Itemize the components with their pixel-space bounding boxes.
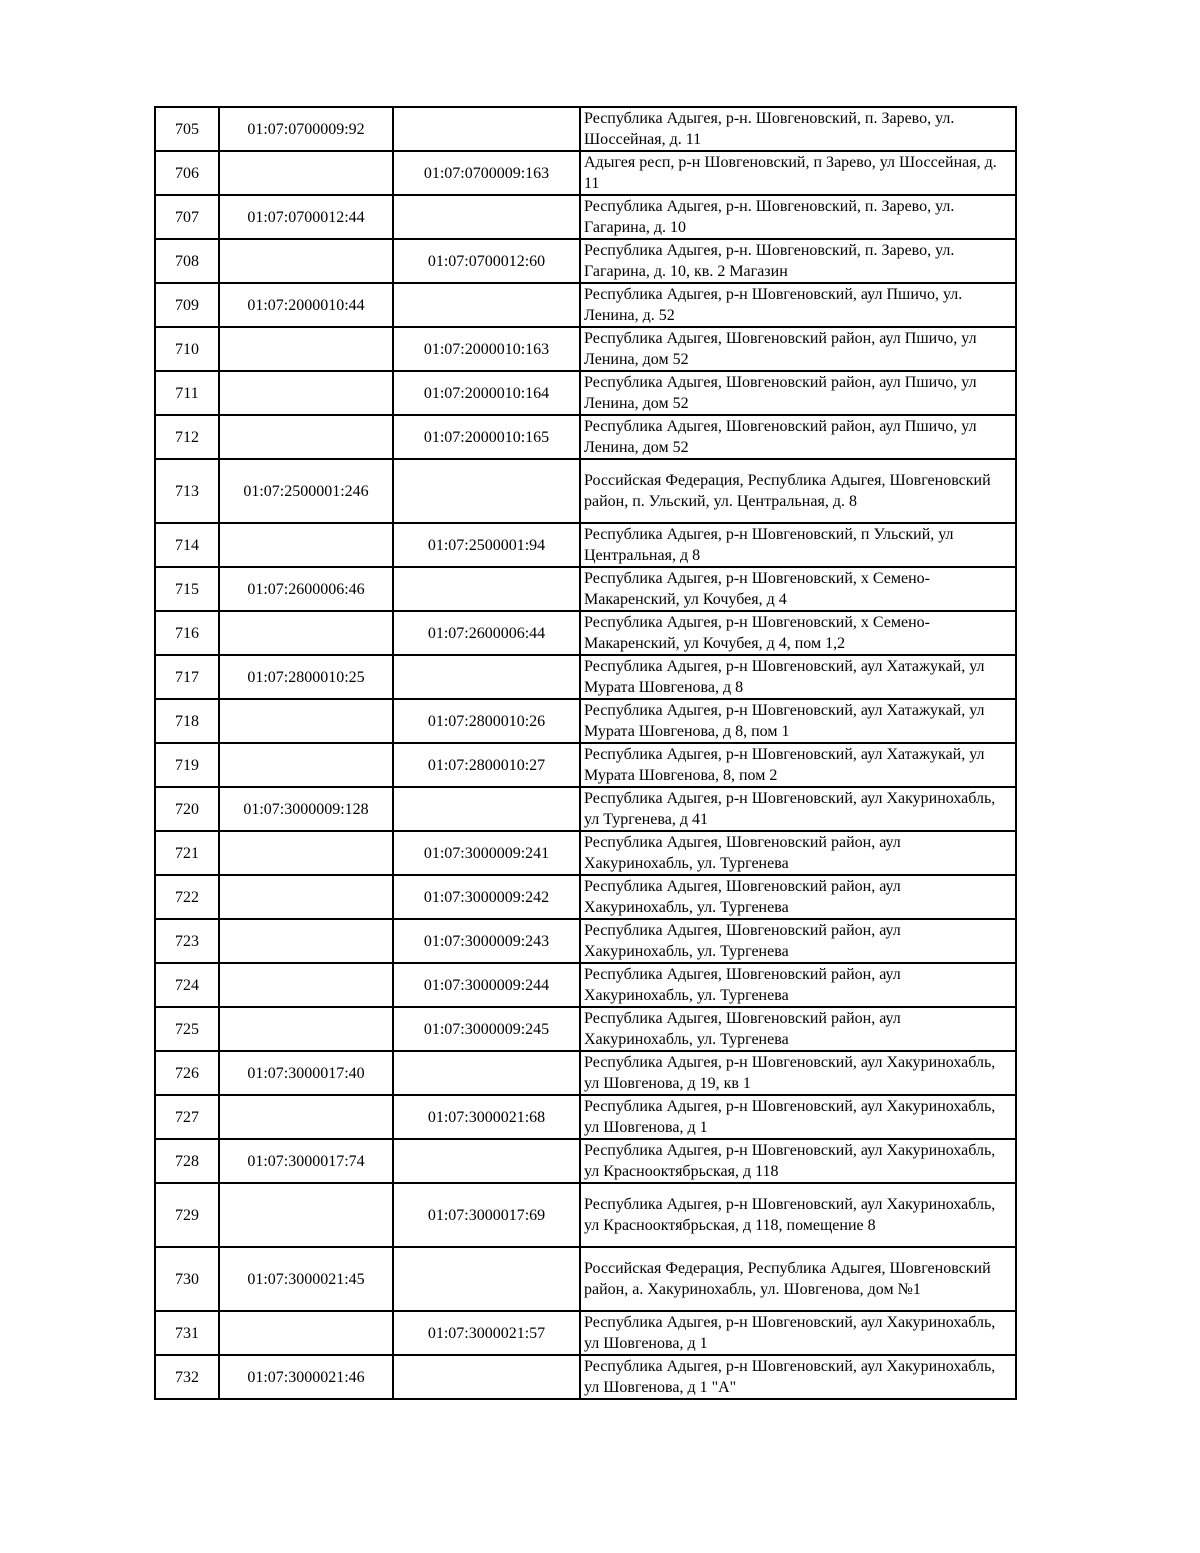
table-row bbox=[155, 655, 1016, 699]
object-cadastral-number-cell bbox=[393, 567, 580, 611]
object-cadastral-number-cell bbox=[393, 787, 580, 831]
address-cell: Республика Адыгея, р-н Шовгеновский, аул Хакуринохабль, ул Шовгенова, д 1 "А" bbox=[580, 1355, 1016, 1399]
table-row bbox=[155, 699, 1016, 743]
table-row bbox=[155, 107, 1016, 151]
land-cadastral-number-cell: 01:07:2600006:46 bbox=[219, 567, 393, 611]
row-number-cell: 705 bbox=[155, 107, 219, 151]
row-number-cell: 709 bbox=[155, 283, 219, 327]
table-row bbox=[155, 875, 1016, 919]
address-cell: Республика Адыгея, Шовгеновский район, аул Хакуринохабль, ул. Тургенева bbox=[580, 875, 1016, 919]
address-cell: Республика Адыгея, р-н Шовгеновский, аул Хакуринохабль, ул Шовгенова, д 1 bbox=[580, 1311, 1016, 1355]
address-cell: Российская Федерация, Республика Адыгея, Шовгеновский район, а. Хакуринохабль, ул. Шовгенова, дом №1 bbox=[580, 1247, 1016, 1311]
land-cadastral-number-cell bbox=[219, 415, 393, 459]
object-cadastral-number-cell: 01:07:2000010:165 bbox=[393, 415, 580, 459]
row-number-cell: 715 bbox=[155, 567, 219, 611]
table-row bbox=[155, 239, 1016, 283]
land-cadastral-number-cell: 01:07:3000009:128 bbox=[219, 787, 393, 831]
address-cell: Адыгея респ, р-н Шовгеновский, п Зарево, ул Шоссейная, д. 11 bbox=[580, 151, 1016, 195]
land-cadastral-number-cell bbox=[219, 699, 393, 743]
row-number-cell: 732 bbox=[155, 1355, 219, 1399]
object-cadastral-number-cell: 01:07:3000009:242 bbox=[393, 875, 580, 919]
land-cadastral-number-cell bbox=[219, 831, 393, 875]
land-cadastral-number-cell bbox=[219, 239, 393, 283]
table-row bbox=[155, 743, 1016, 787]
land-cadastral-number-cell bbox=[219, 1095, 393, 1139]
object-cadastral-number-cell: 01:07:2800010:27 bbox=[393, 743, 580, 787]
row-number-cell: 731 bbox=[155, 1311, 219, 1355]
object-cadastral-number-cell: 01:07:3000021:68 bbox=[393, 1095, 580, 1139]
row-number-cell: 706 bbox=[155, 151, 219, 195]
row-number-cell: 729 bbox=[155, 1183, 219, 1247]
object-cadastral-number-cell bbox=[393, 459, 580, 523]
object-cadastral-number-cell: 01:07:3000009:241 bbox=[393, 831, 580, 875]
table-row bbox=[155, 151, 1016, 195]
land-cadastral-number-cell bbox=[219, 919, 393, 963]
row-number-cell: 722 bbox=[155, 875, 219, 919]
table-row bbox=[155, 523, 1016, 567]
object-cadastral-number-cell bbox=[393, 195, 580, 239]
object-cadastral-number-cell: 01:07:2000010:164 bbox=[393, 371, 580, 415]
address-cell: Республика Адыгея, р-н Шовгеновский, аул Пшичо, ул. Ленина, д. 52 bbox=[580, 283, 1016, 327]
object-cadastral-number-cell: 01:07:3000017:69 bbox=[393, 1183, 580, 1247]
address-cell: Республика Адыгея, р-н. Шовгеновский, п. Зарево, ул. Гагарина, д. 10 bbox=[580, 195, 1016, 239]
table-row bbox=[155, 1247, 1016, 1311]
row-number-cell: 719 bbox=[155, 743, 219, 787]
object-cadastral-number-cell bbox=[393, 1139, 580, 1183]
address-cell: Республика Адыгея, Шовгеновский район, аул Хакуринохабль, ул. Тургенева bbox=[580, 831, 1016, 875]
address-cell: Республика Адыгея, р-н Шовгеновский, аул Хакуринохабль, ул Краснооктябрьская, д 118, помещение 8 bbox=[580, 1183, 1016, 1247]
land-cadastral-number-cell bbox=[219, 1183, 393, 1247]
land-cadastral-number-cell bbox=[219, 327, 393, 371]
address-cell: Республика Адыгея, Шовгеновский район, аул Пшичо, ул Ленина, дом 52 bbox=[580, 327, 1016, 371]
object-cadastral-number-cell bbox=[393, 1247, 580, 1311]
address-cell: Республика Адыгея, Шовгеновский район, аул Хакуринохабль, ул. Тургенева bbox=[580, 919, 1016, 963]
row-number-cell: 707 bbox=[155, 195, 219, 239]
land-cadastral-number-cell bbox=[219, 875, 393, 919]
address-cell: Республика Адыгея, р-н Шовгеновский, х Семено-Макаренский, ул Кочубея, д 4 bbox=[580, 567, 1016, 611]
land-cadastral-number-cell: 01:07:3000021:45 bbox=[219, 1247, 393, 1311]
land-cadastral-number-cell bbox=[219, 151, 393, 195]
table-row bbox=[155, 1095, 1016, 1139]
row-number-cell: 726 bbox=[155, 1051, 219, 1095]
row-number-cell: 716 bbox=[155, 611, 219, 655]
table-row bbox=[155, 567, 1016, 611]
table-row bbox=[155, 831, 1016, 875]
address-cell: Республика Адыгея, р-н. Шовгеновский, п. Зарево, ул. Гагарина, д. 10, кв. 2 Магазин bbox=[580, 239, 1016, 283]
object-cadastral-number-cell: 01:07:3000009:244 bbox=[393, 963, 580, 1007]
land-cadastral-number-cell bbox=[219, 743, 393, 787]
address-cell: Республика Адыгея, р-н Шовгеновский, аул Хакуринохабль, ул Тургенева, д 41 bbox=[580, 787, 1016, 831]
address-cell: Республика Адыгея, р-н Шовгеновский, аул Хакуринохабль, ул Шовгенова, д 19, кв 1 bbox=[580, 1051, 1016, 1095]
table-body bbox=[155, 107, 1016, 1399]
row-number-cell: 713 bbox=[155, 459, 219, 523]
address-cell: Республика Адыгея, Шовгеновский район, аул Хакуринохабль, ул. Тургенева bbox=[580, 1007, 1016, 1051]
object-cadastral-number-cell bbox=[393, 1051, 580, 1095]
address-cell: Республика Адыгея, Шовгеновский район, аул Пшичо, ул Ленина, дом 52 bbox=[580, 371, 1016, 415]
row-number-cell: 721 bbox=[155, 831, 219, 875]
row-number-cell: 728 bbox=[155, 1139, 219, 1183]
registry-page bbox=[154, 106, 1015, 1400]
land-cadastral-number-cell: 01:07:2000010:44 bbox=[219, 283, 393, 327]
object-cadastral-number-cell: 01:07:0700009:163 bbox=[393, 151, 580, 195]
address-cell: Республика Адыгея, р-н. Шовгеновский, п. Зарево, ул. Шоссейная, д. 11 bbox=[580, 107, 1016, 151]
row-number-cell: 714 bbox=[155, 523, 219, 567]
row-number-cell: 711 bbox=[155, 371, 219, 415]
object-cadastral-number-cell: 01:07:2800010:26 bbox=[393, 699, 580, 743]
table-row bbox=[155, 195, 1016, 239]
land-cadastral-number-cell: 01:07:2800010:25 bbox=[219, 655, 393, 699]
object-cadastral-number-cell bbox=[393, 283, 580, 327]
table-row bbox=[155, 1311, 1016, 1355]
address-cell: Республика Адыгея, р-н Шовгеновский, аул Хатажукай, ул Мурата Шовгенова, д 8 bbox=[580, 655, 1016, 699]
object-cadastral-number-cell: 01:07:2600006:44 bbox=[393, 611, 580, 655]
table-row bbox=[155, 1183, 1016, 1247]
row-number-cell: 712 bbox=[155, 415, 219, 459]
table-row bbox=[155, 283, 1016, 327]
row-number-cell: 720 bbox=[155, 787, 219, 831]
object-cadastral-number-cell: 01:07:0700012:60 bbox=[393, 239, 580, 283]
address-cell: Республика Адыгея, р-н Шовгеновский, аул Хатажукай, ул Мурата Шовгенова, 8, пом 2 bbox=[580, 743, 1016, 787]
row-number-cell: 708 bbox=[155, 239, 219, 283]
table-row bbox=[155, 1051, 1016, 1095]
object-cadastral-number-cell bbox=[393, 655, 580, 699]
object-cadastral-number-cell bbox=[393, 1355, 580, 1399]
object-cadastral-number-cell: 01:07:3000021:57 bbox=[393, 1311, 580, 1355]
property-registry-table bbox=[154, 106, 1017, 1400]
row-number-cell: 718 bbox=[155, 699, 219, 743]
land-cadastral-number-cell: 01:07:2500001:246 bbox=[219, 459, 393, 523]
land-cadastral-number-cell bbox=[219, 1007, 393, 1051]
address-cell: Российская Федерация, Республика Адыгея, Шовгеновский район, п. Ульский, ул. Центральная, д. 8 bbox=[580, 459, 1016, 523]
table-row bbox=[155, 1007, 1016, 1051]
object-cadastral-number-cell bbox=[393, 107, 580, 151]
table-row bbox=[155, 919, 1016, 963]
object-cadastral-number-cell: 01:07:2000010:163 bbox=[393, 327, 580, 371]
land-cadastral-number-cell bbox=[219, 371, 393, 415]
object-cadastral-number-cell: 01:07:3000009:243 bbox=[393, 919, 580, 963]
table-row bbox=[155, 1139, 1016, 1183]
land-cadastral-number-cell bbox=[219, 523, 393, 567]
land-cadastral-number-cell: 01:07:3000017:40 bbox=[219, 1051, 393, 1095]
table-row bbox=[155, 371, 1016, 415]
address-cell: Республика Адыгея, Шовгеновский район, аул Пшичо, ул Ленина, дом 52 bbox=[580, 415, 1016, 459]
land-cadastral-number-cell bbox=[219, 963, 393, 1007]
address-cell: Республика Адыгея, р-н Шовгеновский, х Семено-Макаренский, ул Кочубея, д 4, пом 1,2 bbox=[580, 611, 1016, 655]
address-cell: Республика Адыгея, Шовгеновский район, аул Хакуринохабль, ул. Тургенева bbox=[580, 963, 1016, 1007]
object-cadastral-number-cell: 01:07:2500001:94 bbox=[393, 523, 580, 567]
land-cadastral-number-cell: 01:07:3000021:46 bbox=[219, 1355, 393, 1399]
address-cell: Республика Адыгея, р-н Шовгеновский, аул Хатажукай, ул Мурата Шовгенова, д 8, пом 1 bbox=[580, 699, 1016, 743]
land-cadastral-number-cell bbox=[219, 611, 393, 655]
table-row bbox=[155, 1355, 1016, 1399]
row-number-cell: 725 bbox=[155, 1007, 219, 1051]
row-number-cell: 723 bbox=[155, 919, 219, 963]
land-cadastral-number-cell: 01:07:0700012:44 bbox=[219, 195, 393, 239]
land-cadastral-number-cell: 01:07:0700009:92 bbox=[219, 107, 393, 151]
table-row bbox=[155, 459, 1016, 523]
address-cell: Республика Адыгея, р-н Шовгеновский, п Ульский, ул Центральная, д 8 bbox=[580, 523, 1016, 567]
table-row bbox=[155, 327, 1016, 371]
address-cell: Республика Адыгея, р-н Шовгеновский, аул Хакуринохабль, ул Шовгенова, д 1 bbox=[580, 1095, 1016, 1139]
row-number-cell: 710 bbox=[155, 327, 219, 371]
row-number-cell: 724 bbox=[155, 963, 219, 1007]
address-cell: Республика Адыгея, р-н Шовгеновский, аул Хакуринохабль, ул Краснооктябрьская, д 118 bbox=[580, 1139, 1016, 1183]
land-cadastral-number-cell: 01:07:3000017:74 bbox=[219, 1139, 393, 1183]
object-cadastral-number-cell: 01:07:3000009:245 bbox=[393, 1007, 580, 1051]
row-number-cell: 727 bbox=[155, 1095, 219, 1139]
table-row bbox=[155, 415, 1016, 459]
table-row bbox=[155, 787, 1016, 831]
land-cadastral-number-cell bbox=[219, 1311, 393, 1355]
table-row bbox=[155, 611, 1016, 655]
table-row bbox=[155, 963, 1016, 1007]
row-number-cell: 730 bbox=[155, 1247, 219, 1311]
row-number-cell: 717 bbox=[155, 655, 219, 699]
